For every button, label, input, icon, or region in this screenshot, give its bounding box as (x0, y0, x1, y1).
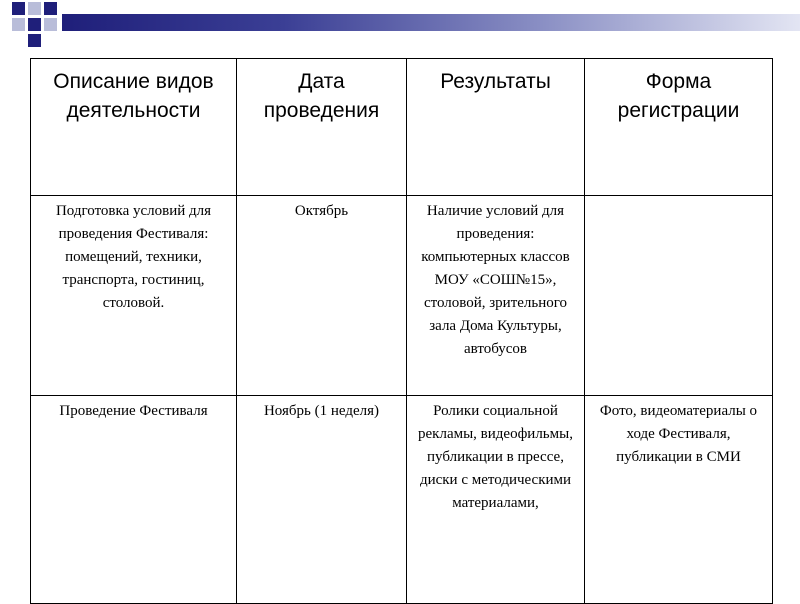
decor-square-4 (12, 18, 25, 31)
table-header-row (31, 59, 773, 196)
cell-registration (585, 196, 773, 396)
cell-results: Ролики социальной рекламы, видеофильмы, публикации в прессе, диски с методическими материалами, (407, 396, 585, 604)
cell-results: Наличие условий для проведения: компьютерных классов МОУ «СОШ№15», столовой, зрительного зала Дома Культуры, автобусов (407, 196, 585, 396)
cell-description: Подготовка условий для проведения Фестиваля: помещений, техники, транспорта, гостиниц, столовой. (31, 196, 237, 396)
column-header-date: Дата проведения (237, 59, 407, 196)
decor-square-5 (28, 18, 41, 31)
table-row (31, 196, 773, 396)
decor-square-3 (44, 2, 57, 15)
cell-date: Октябрь (237, 196, 407, 396)
decor-square-1 (12, 2, 25, 15)
cell-date: Ноябрь (1 неделя) (237, 396, 407, 604)
table-row (31, 396, 773, 604)
activities-table (30, 58, 773, 604)
decor-square-7 (28, 34, 41, 47)
decor-square-2 (28, 2, 41, 15)
decor-square-6 (44, 18, 57, 31)
cell-registration: Фото, видеоматериалы о ходе Фестиваля, публикации в СМИ (585, 396, 773, 604)
cell-description: Проведение Фестиваля (31, 396, 237, 604)
column-header-results: Результаты (407, 59, 585, 196)
header-gradient-bar (62, 14, 800, 31)
column-header-registration: Форма регистрации (585, 59, 773, 196)
column-header-description: Описание видов деятельности (31, 59, 237, 196)
